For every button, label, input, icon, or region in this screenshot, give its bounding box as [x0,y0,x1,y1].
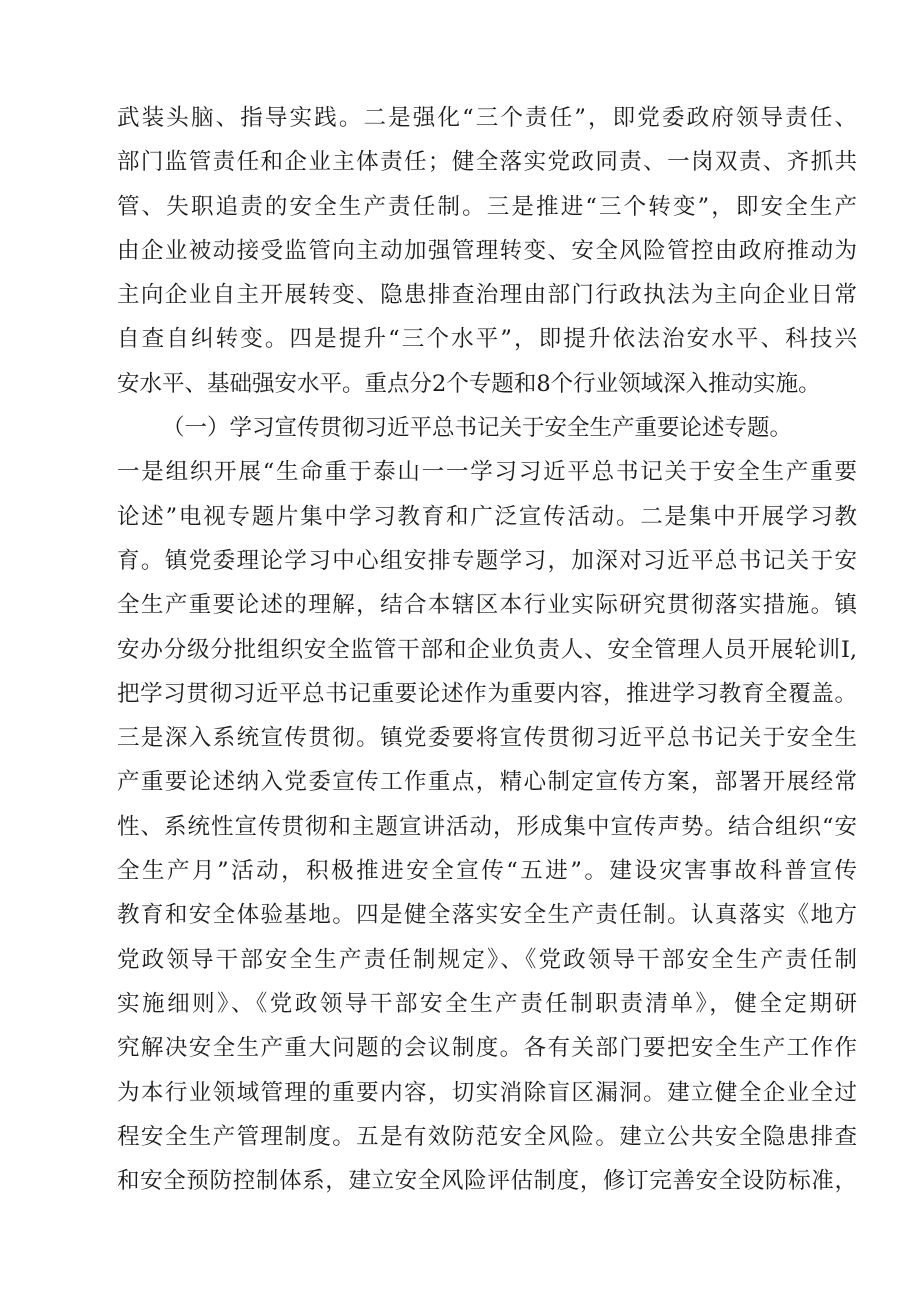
text-line: 把学习贯彻习近平总书记重要论述作为重要内容，推进学习教育全覆盖。 [117,680,857,707]
text-line: 全生产月”活动，积极推进安全宣传“五进”。建设灾害事故科普宣传 [117,858,857,885]
text-line: 部门监管责任和企业主体责任；健全落实党政同责、一岗双责、齐抓共 [117,149,857,176]
text-line: 安办分级分批组织安全监管干部和企业负责人、安全管理人员开展轮训I, [117,636,857,663]
document-body [117,96,857,1203]
text-line: 教育和安全体验基地。四是健全落实安全生产责任制。认真落实《地方 [117,902,857,929]
text-line: 论述”电视专题片集中学习教育和广泛宣传活动。二是集中开展学习教 [117,503,857,530]
text-line: 由企业被动接受监管向主动加强管理转变、安全风险管控由政府推动为 [117,237,857,264]
text-line: 安水平、基础强安水平。重点分2个专题和8个行业领域深入推动实施。 [117,370,821,397]
text-line: 主向企业自主开展转变、隐患排查治理由部门行政执法为主向企业日常 [117,282,857,309]
text-line: 产重要论述纳入党委宣传工作重点，精心制定宣传方案，部署开展经常 [117,769,857,796]
text-line: 和安全预防控制体系，建立安全风险评估制度，修订完善安全设防标准， [117,1168,857,1195]
text-line: 究解决安全生产重大问题的会议制度。各有关部门要把安全生产工作作 [117,1035,857,1062]
text-line: 全生产重要论述的理解，结合本辖区本行业实际研究贯彻落实措施。镇 [117,592,857,619]
text-line: 程安全生产管理制度。五是有效防范安全风险。建立公共安全隐患排查 [117,1123,857,1150]
text-line: 三是深入系统宣传贯彻。镇党委要将宣传贯彻习近平总书记关于安全生 [117,725,857,752]
text-line: 实施细则》、《党政领导干部安全生产责任制职责清单》，健全定期研 [117,990,857,1017]
text-line: 武装头脑、指导实践。二是强化“三个责任”，即党委政府领导责任、 [117,105,857,131]
text-line: 管、失职追责的安全生产责任制。三是推进“三个转变”，即安全生产 [117,193,857,220]
text-line: 党政领导干部安全生产责任制规定》、《党政领导干部安全生产责任制 [117,946,857,973]
text-line: 性、系统性宣传贯彻和主题宣讲活动，形成集中宣传声势。结合组织“安 [117,813,857,840]
text-line: 育。镇党委理论学习中心组安排专题学习，加深对习近平总书记关于安 [117,547,857,574]
text-line: 为本行业领域管理的重要内容，切实消除盲区漏洞。建立健全企业全过 [117,1079,857,1106]
text-line: 自查自纠转变。四是提升“三个水平”，即提升依法治安水平、科技兴 [117,326,857,353]
section-heading: （一）学习宣传贯彻习近平总书记关于安全生产重要论述专题。 [162,415,793,442]
text-line: 一是组织开展“生命重于泰山一一学习习近平总书记关于安全生产重要 [117,459,857,486]
